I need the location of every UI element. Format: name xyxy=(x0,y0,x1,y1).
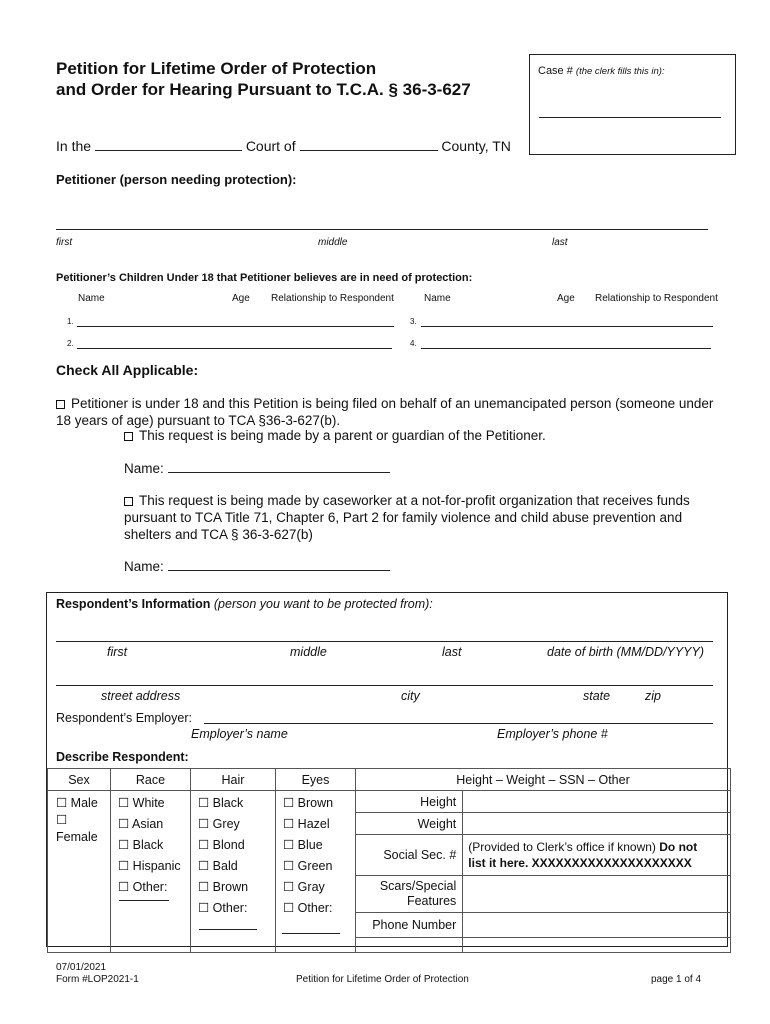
race-hispanic-option[interactable]: ☐ Hispanic xyxy=(118,859,181,873)
petitioner-middle-label: middle xyxy=(318,237,348,248)
respondent-dob-label: date of birth (MM/DD/YYYY) xyxy=(547,645,704,659)
court-of-label: Court of xyxy=(245,138,296,154)
header-hair: Hair xyxy=(191,769,276,791)
under-18-checkbox[interactable] xyxy=(56,400,65,409)
petitioner-first-label: first xyxy=(56,237,73,248)
ssn-note-text: (Provided to Clerk’s office if known) xyxy=(468,840,656,854)
county-name-field[interactable] xyxy=(300,138,438,151)
child-2-field[interactable] xyxy=(77,348,392,349)
under-18-text: Petitioner is under 18 and this Petition is being filed on behalf of an unemancipated person (someone under xyxy=(71,396,714,411)
footer-form-number: Form #LOP2021-1 xyxy=(56,974,139,985)
county-label: County, TN xyxy=(441,138,511,154)
ssn-note xyxy=(463,835,731,876)
under-18-item xyxy=(56,395,713,429)
race-other-field[interactable] xyxy=(119,900,169,901)
header-hw-ssn-other: Height – Weight – SSN – Other xyxy=(356,769,731,791)
caseworker-text-2: pursuant to TCA Title 71, Chapter 6, Part 2 for family violence and child abuse prevention and xyxy=(124,510,683,525)
ssn-label: Social Sec. # xyxy=(356,835,463,876)
children-col-age-2: Age xyxy=(557,293,575,304)
caseworker-text-1: This request is being made by caseworker at a not-for-profit organization that receives funds xyxy=(139,493,690,508)
ssn-note-bold-1: Do not xyxy=(659,840,698,854)
weight-field[interactable] xyxy=(463,813,731,835)
caseworker-item xyxy=(124,492,690,543)
sex-female-checkbox[interactable]: ☐ xyxy=(56,813,68,827)
child-row-number-2: 2. xyxy=(67,339,74,348)
header-race: Race xyxy=(111,769,191,791)
sex-female-label: Female xyxy=(56,830,98,844)
race-other-option[interactable]: ☐ Other: xyxy=(118,880,168,894)
case-number-field[interactable] xyxy=(539,117,721,118)
eyes-blue-option[interactable]: ☐ Blue xyxy=(283,838,323,852)
check-all-heading: Check All Applicable: xyxy=(56,362,199,378)
height-field[interactable] xyxy=(463,791,731,813)
court-row xyxy=(56,138,511,154)
children-col-relationship-1: Relationship to Respondent xyxy=(271,293,394,304)
children-heading: Petitioner’s Children Under 18 that Petitioner believes are in need of protection: xyxy=(56,272,473,284)
eyes-brown-option[interactable]: ☐ Brown xyxy=(283,796,334,810)
header-sex: Sex xyxy=(48,769,111,791)
caseworker-name-row xyxy=(124,558,390,574)
describe-respondent-table xyxy=(47,768,731,953)
table-spacer-field xyxy=(463,938,731,953)
weight-label: Weight xyxy=(356,813,463,835)
page-title xyxy=(56,58,471,100)
sex-male-option[interactable]: ☐ Male xyxy=(56,796,98,810)
eyes-hazel-option[interactable]: ☐ Hazel xyxy=(283,817,330,831)
respondent-heading xyxy=(56,597,433,611)
phone-field[interactable] xyxy=(463,913,731,938)
eyes-green-option[interactable]: ☐ Green xyxy=(283,859,333,873)
hair-other-option[interactable]: ☐ Other: xyxy=(198,901,248,915)
eyes-other-option[interactable]: ☐ Other: xyxy=(283,901,333,915)
eyes-column xyxy=(276,791,356,953)
caseworker-name-label: Name: xyxy=(124,559,164,574)
child-row-number-3: 3. xyxy=(410,317,417,326)
respondent-middle-label: middle xyxy=(290,645,327,659)
title-line-2: and Order for Hearing Pursuant to T.C.A. § 36-3-627 xyxy=(56,80,471,99)
employer-field[interactable] xyxy=(204,723,713,724)
parent-name-row xyxy=(124,460,390,476)
hair-black-option[interactable]: ☐ Black xyxy=(198,796,244,810)
table-spacer-label xyxy=(356,938,463,953)
state-label: state xyxy=(583,689,611,703)
footer-center-title: Petition for Lifetime Order of Protection xyxy=(296,974,469,985)
employer-label: Respondent’s Employer: xyxy=(56,711,192,725)
respondent-last-label: last xyxy=(442,645,462,659)
children-col-name-2: Name xyxy=(424,293,451,304)
scars-label xyxy=(356,876,463,913)
hair-bald-option[interactable]: ☐ Bald xyxy=(198,859,238,873)
under-18-text-cont: 18 years of age) pursuant to TCA §36-3-627(b). xyxy=(56,413,341,428)
header-eyes: Eyes xyxy=(276,769,356,791)
race-white-option[interactable]: ☐ White xyxy=(118,796,165,810)
respondent-heading-text: Respondent’s Information xyxy=(56,597,211,611)
scars-field[interactable] xyxy=(463,876,731,913)
respondent-heading-note: (person you want to be protected from): xyxy=(213,597,433,611)
employer-name-label: Employer’s name xyxy=(191,727,288,741)
children-col-age-1: Age xyxy=(232,293,250,304)
hair-grey-option[interactable]: ☐ Grey xyxy=(198,817,240,831)
describe-respondent-heading: Describe Respondent: xyxy=(56,750,189,764)
parent-guardian-text: This request is being made by a parent or guardian of the Petitioner. xyxy=(139,428,546,443)
eyes-gray-option[interactable]: ☐ Gray xyxy=(283,880,325,894)
sex-column xyxy=(48,791,111,953)
child-row-number-4: 4. xyxy=(410,339,417,348)
city-label: city xyxy=(401,689,420,703)
parent-name-field[interactable] xyxy=(168,460,390,473)
respondent-name-field[interactable] xyxy=(56,641,713,642)
caseworker-text-3: shelters and TCA § 36-3-627(b) xyxy=(124,527,313,542)
case-note: (the clerk fills this in): xyxy=(575,66,665,77)
child-row-number-1: 1. xyxy=(67,317,74,326)
race-black-option[interactable]: ☐ Black xyxy=(118,838,164,852)
children-col-name-1: Name xyxy=(78,293,105,304)
eyes-other-field[interactable] xyxy=(282,933,340,934)
ssn-note-bold-2: list it here. XXXXXXXXXXXXXXXXXXXX xyxy=(468,856,692,870)
scars-label-1: Scars/Special xyxy=(379,879,457,893)
scars-label-2: Features xyxy=(406,894,457,908)
footer-page-number: page 1 of 4 xyxy=(651,974,702,985)
zip-label: zip xyxy=(645,689,661,703)
employer-phone-label: Employer’s phone # xyxy=(497,727,608,741)
child-3-field[interactable] xyxy=(421,326,713,327)
case-label xyxy=(538,65,665,77)
race-asian-option[interactable]: ☐ Asian xyxy=(118,817,164,831)
court-name-field[interactable] xyxy=(95,138,242,151)
hair-brown-option[interactable]: ☐ Brown xyxy=(198,880,249,894)
title-line-1: Petition for Lifetime Order of Protection xyxy=(56,59,377,78)
street-address-label: street address xyxy=(101,689,181,703)
child-1-field[interactable] xyxy=(77,326,394,327)
respondent-first-label: first xyxy=(107,645,128,659)
petitioner-last-label: last xyxy=(552,237,568,248)
case-number-box xyxy=(529,54,736,155)
child-4-field[interactable] xyxy=(421,348,711,349)
parent-guardian-item xyxy=(124,428,546,443)
race-column xyxy=(111,791,191,953)
phone-label: Phone Number xyxy=(356,913,463,938)
respondent-address-field[interactable] xyxy=(56,685,713,686)
court-in-the-label: In the xyxy=(56,138,92,154)
hair-other-field[interactable] xyxy=(199,929,257,930)
parent-name-label: Name: xyxy=(124,461,164,476)
footer-date: 07/01/2021 xyxy=(56,962,107,973)
height-label: Height xyxy=(356,791,463,813)
petitioner-heading: Petitioner (person needing protection): xyxy=(56,172,297,187)
case-label-text: Case # xyxy=(538,65,573,77)
caseworker-checkbox[interactable] xyxy=(124,497,133,506)
caseworker-name-field[interactable] xyxy=(168,558,390,571)
petitioner-name-field[interactable] xyxy=(56,229,708,230)
hair-column xyxy=(191,791,276,953)
parent-guardian-checkbox[interactable] xyxy=(124,432,133,441)
hair-blond-option[interactable]: ☐ Blond xyxy=(198,838,245,852)
children-col-relationship-2: Relationship to Respondent xyxy=(595,293,718,304)
